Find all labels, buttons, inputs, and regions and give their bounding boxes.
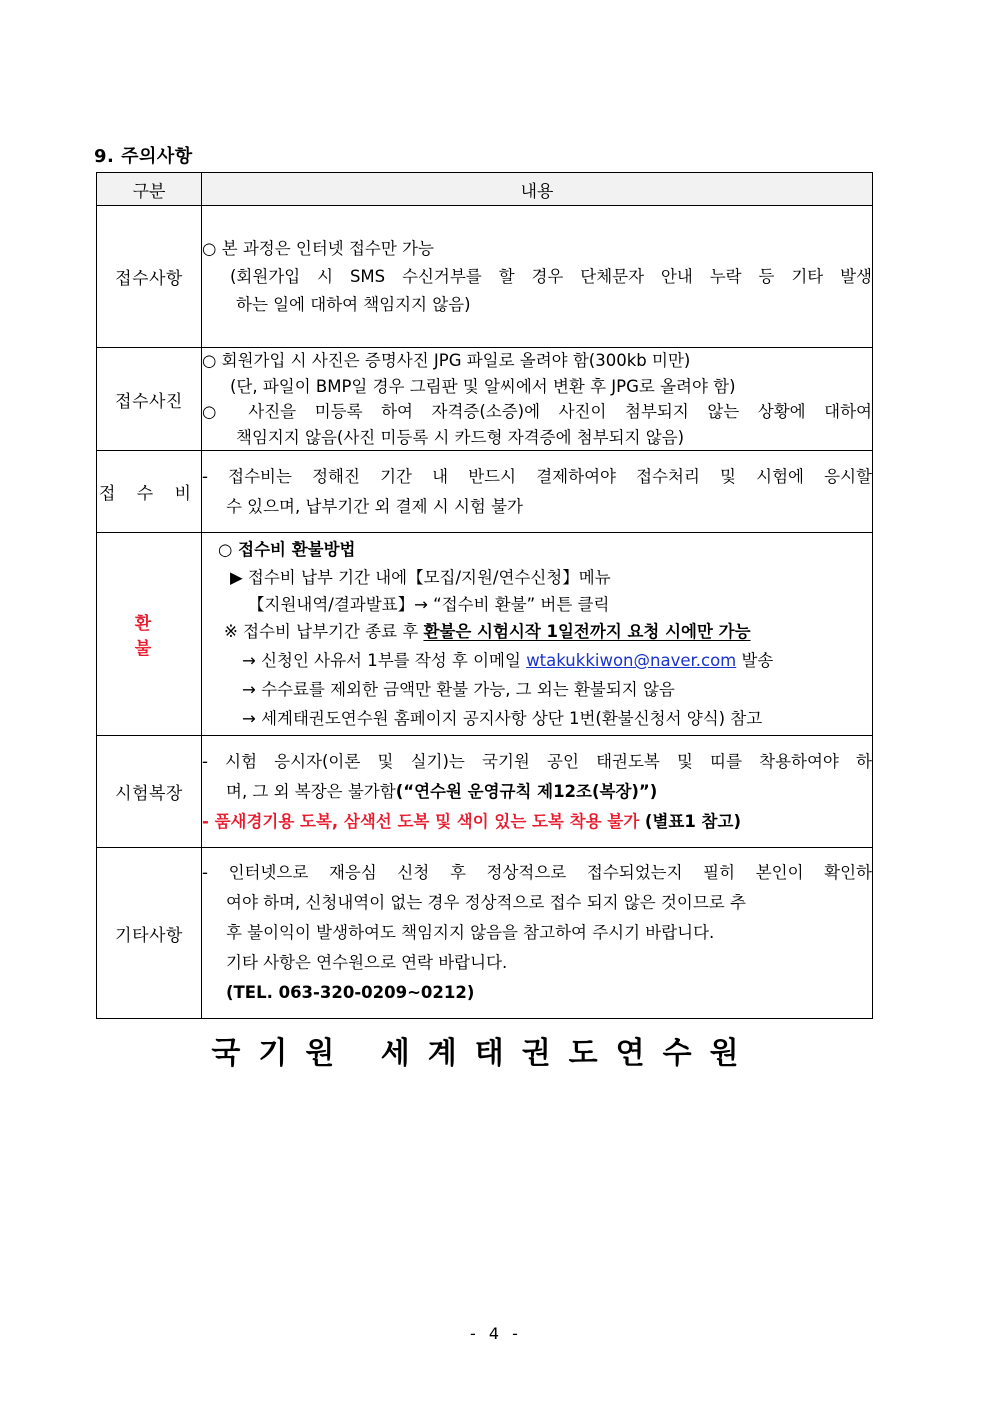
etc-line: 후 불이익이 발생하여도 책임지지 않음을 참고하여 주시기 바랍니다. xyxy=(226,923,715,942)
email-link[interactable]: wtakukkiwon@naver.com xyxy=(526,651,737,670)
attire-line xyxy=(202,777,872,807)
row-refund xyxy=(97,533,873,736)
refund-line: ▶ 접수비 납부 기간 내에【모집/지원/연수신청】메뉴 xyxy=(230,568,611,587)
refund-line xyxy=(218,646,872,675)
refund-line: → 세계태권도연수원 홈페이지 공지사항 상단 1번(환불신청서 양식) 참고 xyxy=(242,709,763,728)
attire-rule-reference: (“연수원 운영규칙 제12조(복장)”) xyxy=(395,781,658,801)
refund-line: → 수수료를 제외한 금액만 환불 가능, 그 외는 환불되지 않음 xyxy=(242,680,675,699)
label-fee: 접 수 비 xyxy=(97,451,202,533)
fee-line: 수 있으며, 납부기간 외 결제 시 시험 불가 xyxy=(226,496,523,516)
etc-line: 여야 하며, 신청내역이 없는 경우 정상적으로 접수 되지 않은 것이므로 추 xyxy=(226,893,746,912)
label-photo: 접수사진 xyxy=(97,348,202,451)
row-fee xyxy=(97,451,873,533)
refund-deadline-emphasis: 환불은 시험시작 1일전까지 요청 시에만 가능 xyxy=(423,622,751,641)
content-fee xyxy=(202,451,873,533)
refund-line: 【지원내역/결과발표】→ “접수비 환불” 버튼 클릭 xyxy=(248,595,610,614)
content-attire xyxy=(202,736,873,848)
content-etc xyxy=(202,848,873,1019)
photo-line: ○ 사진을 미등록 하여 자격증(소증)에 사진이 첨부되지 않는 상황에 대하여 xyxy=(202,402,872,421)
refund-email-prefix: → 신청인 사유서 1부를 작성 후 이메일 xyxy=(242,651,527,670)
table-header-row xyxy=(97,173,873,206)
etc-telephone: (TEL. 063-320-0209~0212) xyxy=(226,983,475,1002)
attire-appendix-ref: (별표1 참고) xyxy=(639,811,741,831)
photo-line: 책임지지 않음(사진 미등록 시 카드형 자격증에 첨부되지 않음) xyxy=(236,427,685,447)
refund-note-prefix: ※ 접수비 납부기간 종료 후 xyxy=(224,622,424,641)
attire-prohibition: 품새경기용 도복, 삼색선 도복 및 색이 있는 도복 착용 불가 xyxy=(214,811,640,831)
photo-line: ○ 회원가입 시 사진은 증명사진 JPG 파일로 올려야 함(300kb 미만) xyxy=(202,351,691,370)
content-refund xyxy=(202,533,873,736)
label-etc: 기타사항 xyxy=(97,848,202,1019)
label-refund: 환 불 xyxy=(97,533,202,736)
organization-name: 국기원 세계태권도연수원 xyxy=(211,1036,757,1071)
attire-line: - 시험 응시자(이론 및 실기)는 국기원 공인 태권도복 및 띠를 착용하여야 하 xyxy=(202,751,872,771)
row-photo xyxy=(97,348,873,451)
page-number: - 4 - xyxy=(470,1324,522,1343)
etc-line: - 인터넷으로 재응심 신청 후 정상적으로 접수되었는지 필히 본인이 확인하 xyxy=(202,863,872,882)
header-content: 내용 xyxy=(202,173,873,206)
row-etc xyxy=(97,848,873,1019)
photo-line: (단, 파일이 BMP일 경우 그림판 및 알씨에서 변환 후 JPG로 올려야 함) xyxy=(230,376,736,396)
row-reception xyxy=(97,206,873,348)
section-title: 9. 주의사항 xyxy=(94,146,193,167)
content-reception xyxy=(202,206,873,348)
fee-line: - 접수비는 정해진 기간 내 반드시 결제하여야 접수처리 및 시험에 응시할 xyxy=(202,466,872,486)
content-photo xyxy=(202,348,873,451)
attire-line xyxy=(202,807,872,837)
reception-line: (회원가입 시 SMS 수신거부를 할 경우 단체문자 안내 누락 등 기타 발생 xyxy=(230,266,872,286)
reception-line: ○ 본 과정은 인터넷 접수만 가능 xyxy=(202,238,434,258)
reception-line: 하는 일에 대하여 책임지지 않음) xyxy=(236,294,471,314)
refund-email-suffix: 발송 xyxy=(736,651,774,670)
notice-table xyxy=(96,172,873,1019)
attire-line2-text: 며, 그 외 복장은 불가함 xyxy=(226,781,396,801)
label-attire: 시험복장 xyxy=(97,736,202,848)
refund-heading: ○ 접수비 환불방법 xyxy=(218,540,356,559)
label-reception: 접수사항 xyxy=(97,206,202,348)
row-attire xyxy=(97,736,873,848)
attire-dash: - xyxy=(202,811,215,831)
header-category: 구분 xyxy=(97,173,202,206)
refund-line xyxy=(218,618,872,646)
etc-line: 기타 사항은 연수원으로 연락 바랍니다. xyxy=(226,953,508,972)
